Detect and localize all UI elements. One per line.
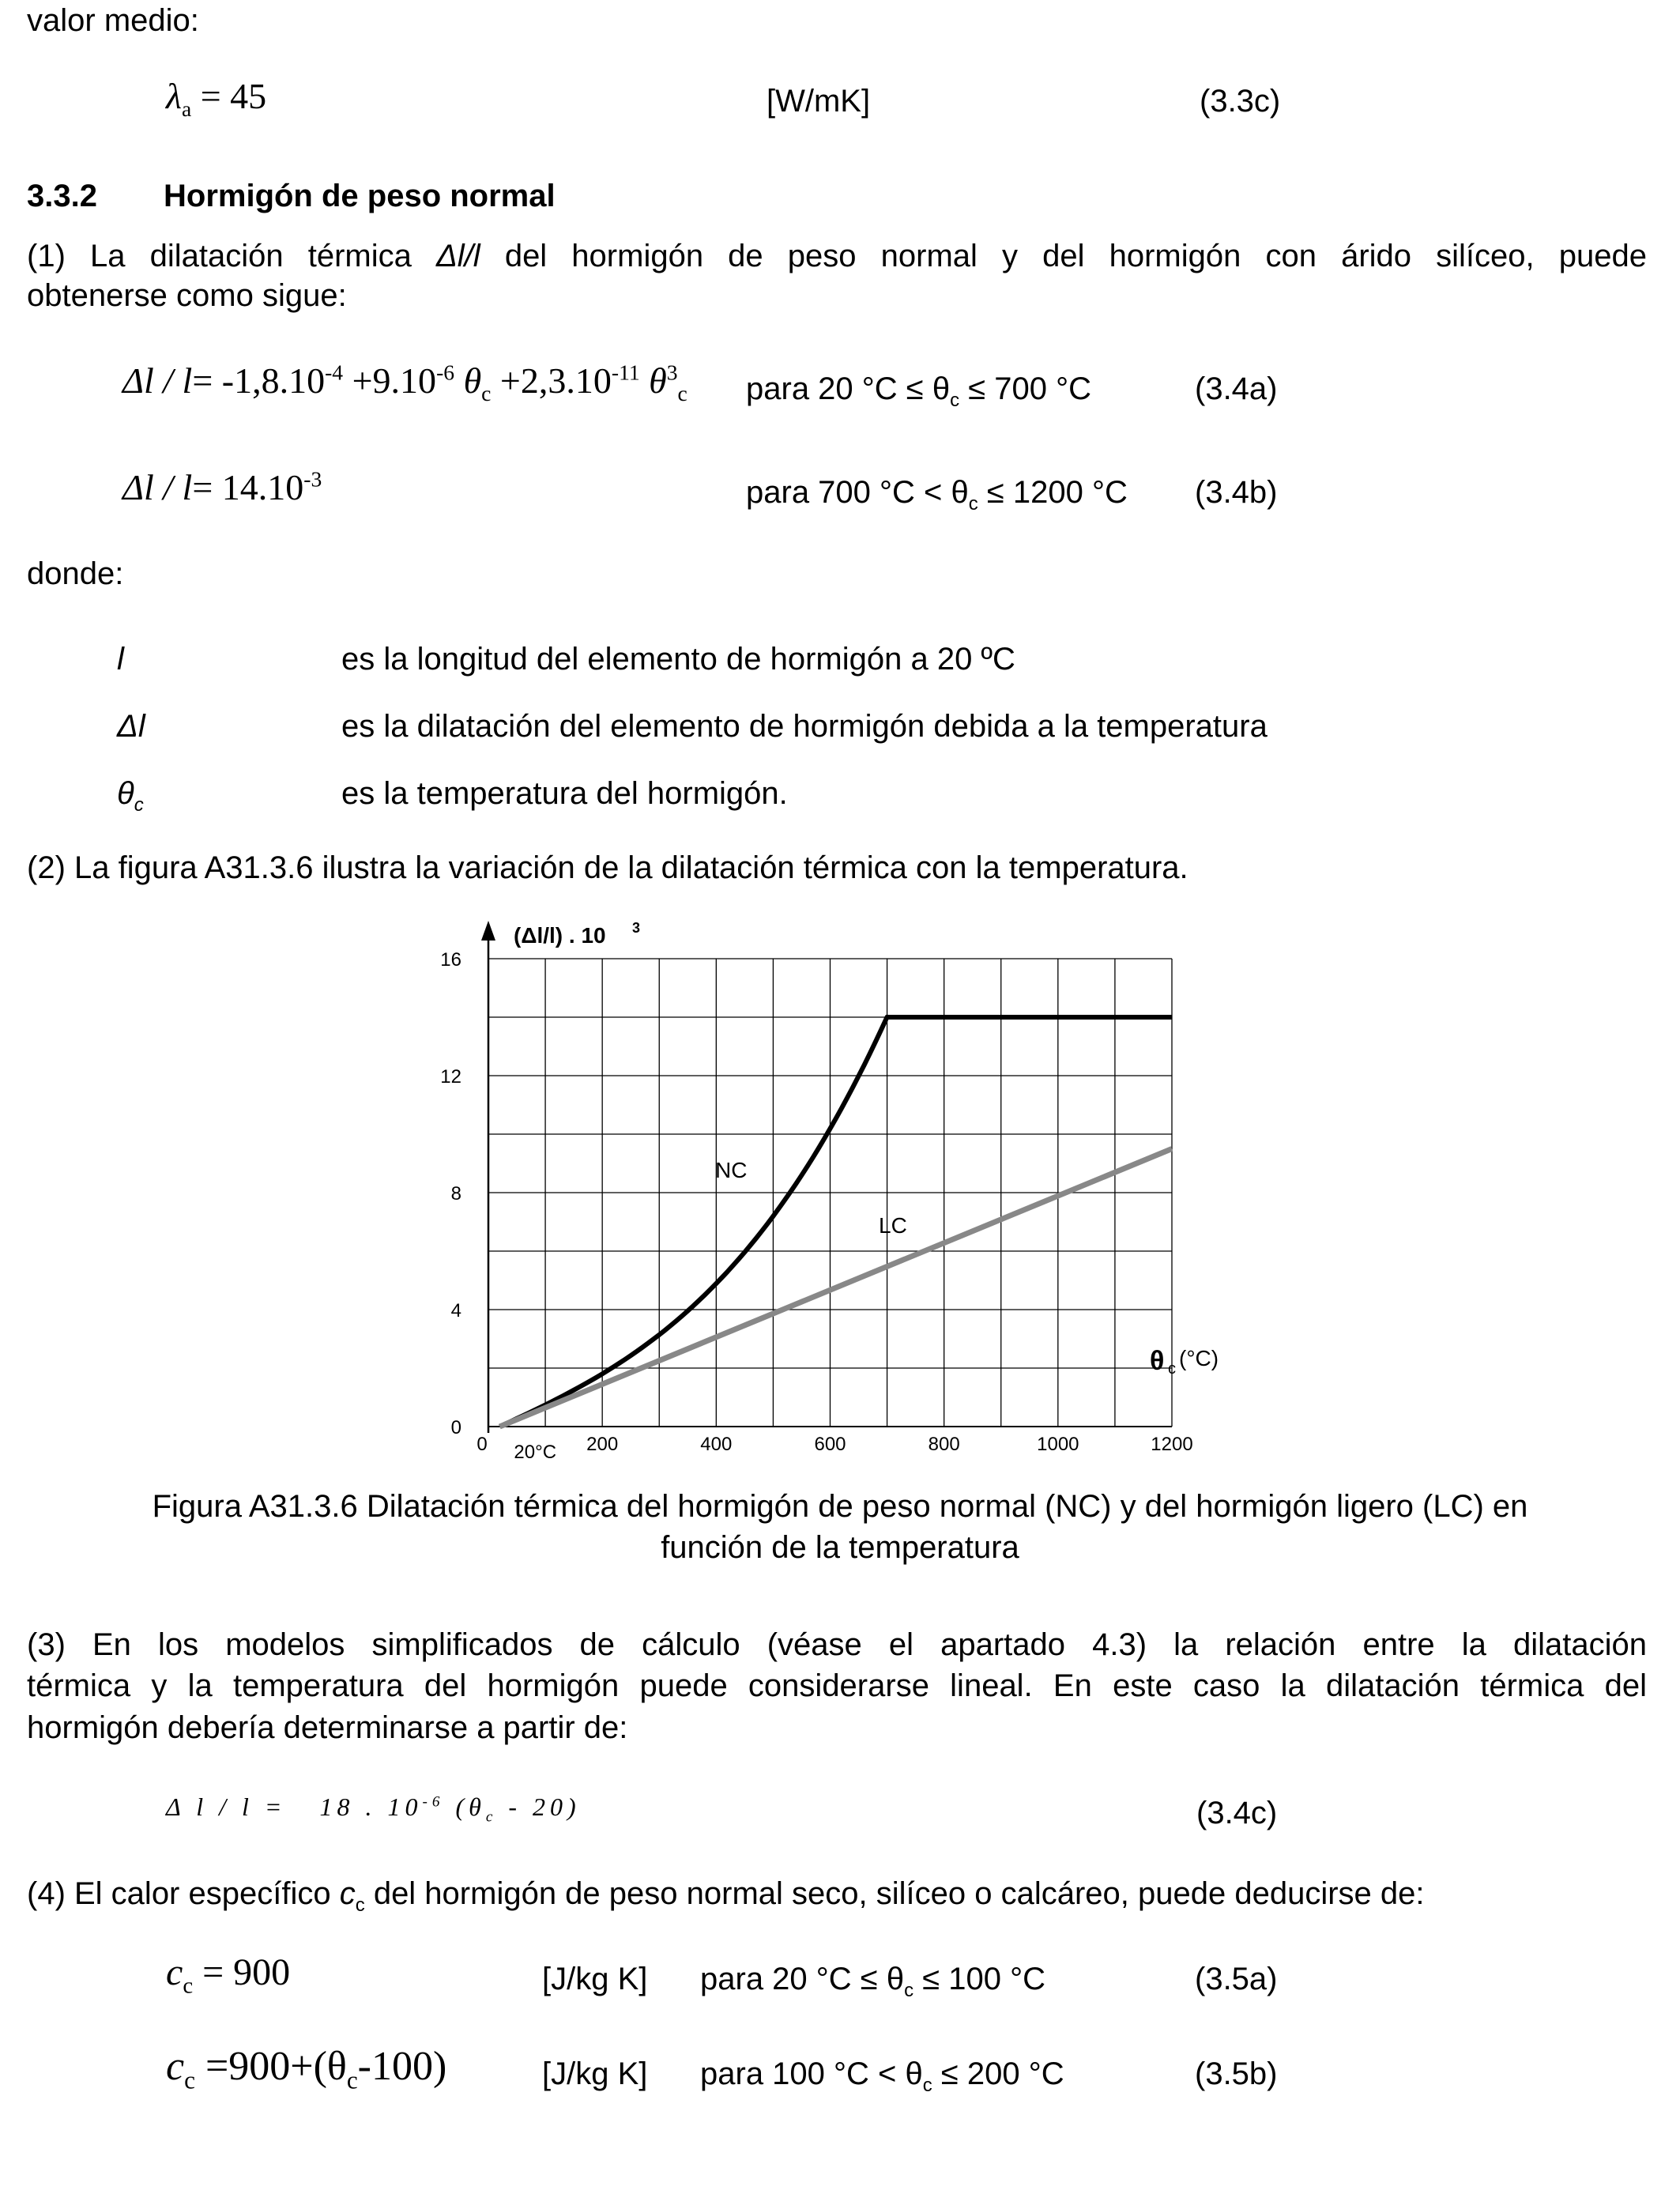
chart-series <box>499 1017 1172 1427</box>
paragraph-3-line3: hormigón debería determinarse a partir de: <box>27 1710 628 1745</box>
intro-text: valor medio: <box>27 3 199 38</box>
series-label-nc: NC <box>715 1158 748 1182</box>
x-tick-label: 1000 <box>1037 1434 1079 1455</box>
x-axis-label-sub: c <box>1168 1360 1176 1378</box>
def-desc-delta-l: es la dilatación del elemento de hormigón debida a la temperatura <box>341 709 1268 744</box>
unit-3-5b: [J/kg K] <box>542 2056 648 2091</box>
x-tick-label: 600 <box>814 1434 846 1455</box>
y-tick-label: 4 <box>450 1300 461 1321</box>
y-axis-arrow <box>481 921 495 941</box>
x-tick-label: 1200 <box>1151 1434 1193 1455</box>
lambda-subscript: a <box>181 96 192 122</box>
lambda-symbol: λ <box>166 76 182 116</box>
eq-number-3-4c: (3.4c) <box>1196 1796 1278 1830</box>
series-line-nc <box>499 1017 1172 1427</box>
x-tick-label: 800 <box>928 1434 960 1455</box>
y-tick-label: 16 <box>440 949 461 971</box>
def-symbol-theta: $\theta_c$ <box>117 776 144 816</box>
condition-3-5b: para 100 $^\circ C < \theta_c \le 200$ °C <box>700 2056 1064 2096</box>
x-axis-label-unit: (°C) <box>1179 1346 1219 1370</box>
x-tick-label: 400 <box>700 1434 733 1455</box>
equation-3-5a: $c_c = 900$ <box>166 1951 291 1999</box>
figure-caption-line2: función de la temperatura <box>661 1530 1019 1565</box>
paragraph-3-line2: térmica y la temperatura del hormigón puede considerarse lineal. En este caso la dilatación térmica del <box>27 1668 1647 1703</box>
x-extra-label-20c: 20°C <box>514 1442 557 1463</box>
paragraph-4: (4) El calor específico $c_c$ del hormigón de peso normal seco, silíceo o calcáreo, puede deducirse de: <box>27 1876 1425 1916</box>
paragraph-1-line2: obtenerse como sigue: <box>27 278 347 313</box>
unit-3-5a: [J/kg K] <box>542 1962 648 1996</box>
x-tick-label: 200 <box>586 1434 619 1455</box>
equation-3-4b: $\Delta l / l= 14.10^{-3}$ <box>122 466 322 507</box>
condition-3-4a: para 20 $^\circ C \le \theta_c \le 700$ °C <box>746 371 1092 411</box>
section-number: 3.3.2 <box>27 179 97 213</box>
paragraph-1-line1: (1) La dilatación térmica Δl/l del hormigón de peso normal y del hormigón con árido silíceo, puede <box>27 239 1647 273</box>
condition-3-4b: para 700 $^\circ C < \theta_c \le 1200$ °C <box>746 475 1128 515</box>
series-line-lc <box>499 1149 1172 1427</box>
equation-3-4a: $\Delta l / l= -1,8.10^{-4} +9.10^{-6}$ $\theta_c +2,3.10^{-11}$ $\theta^3_c$ <box>122 360 687 406</box>
unit-3-3c: [W/mK] <box>767 84 871 119</box>
eq-number-3-4b: (3.4b) <box>1195 475 1278 510</box>
y-tick-label: 12 <box>440 1066 461 1088</box>
y-tick-label: 0 <box>450 1417 461 1438</box>
chart-labels <box>440 920 1219 1463</box>
chart-grid <box>481 921 1172 1433</box>
eq-number-3-3c: (3.3c) <box>1200 84 1281 119</box>
eq-number-3-4a: (3.4a) <box>1195 371 1278 406</box>
section-title: Hormigón de peso normal <box>164 179 556 213</box>
y-tick-label: 8 <box>450 1183 461 1204</box>
figure-caption-line1: Figura A31.3.6 Dilatación térmica del hormigón de peso normal (NC) y del hormigón ligero (LC) en <box>152 1489 1528 1524</box>
condition-3-5a: para 20 $^\circ C \le \theta_c \le 100$ °C <box>700 1962 1046 2001</box>
lambda-value: = 45 <box>200 76 267 116</box>
equation-3-4c: Δ l / l = 18 . $10^{-6}$ $(\theta_c - 20)$ <box>166 1793 581 1826</box>
def-symbol-l: l <box>117 642 124 677</box>
x-tick-label: 0 <box>477 1434 488 1455</box>
equation-3-5b: $c_c =900+(\theta_c-100)$ <box>166 2044 447 2094</box>
y-axis-label: (Δl/l) . 10 <box>514 923 606 948</box>
paragraph-3-line1: (3) En los modelos simplificados de cálculo (véase el apartado 4.3) la relación entre la dilatación <box>27 1627 1647 1662</box>
def-desc-theta: es la temperatura del hormigón. <box>341 776 788 811</box>
paragraph-2: (2) La figura A31.3.6 ilustra la variación de la dilatación térmica con la temperatura. <box>27 850 1188 885</box>
donde-label: donde: <box>27 556 124 591</box>
def-symbol-delta-l: Δl <box>117 709 145 744</box>
eq-number-3-5a: (3.5a) <box>1195 1962 1278 1996</box>
y-axis-label-sup: 3 <box>632 920 641 936</box>
series-label-lc: LC <box>879 1213 907 1238</box>
x-axis-label: θ <box>1150 1346 1165 1376</box>
eq-number-3-5b: (3.5b) <box>1195 2056 1278 2091</box>
def-desc-l: es la longitud del elemento de hormigón a 20 ºC <box>341 642 1015 677</box>
